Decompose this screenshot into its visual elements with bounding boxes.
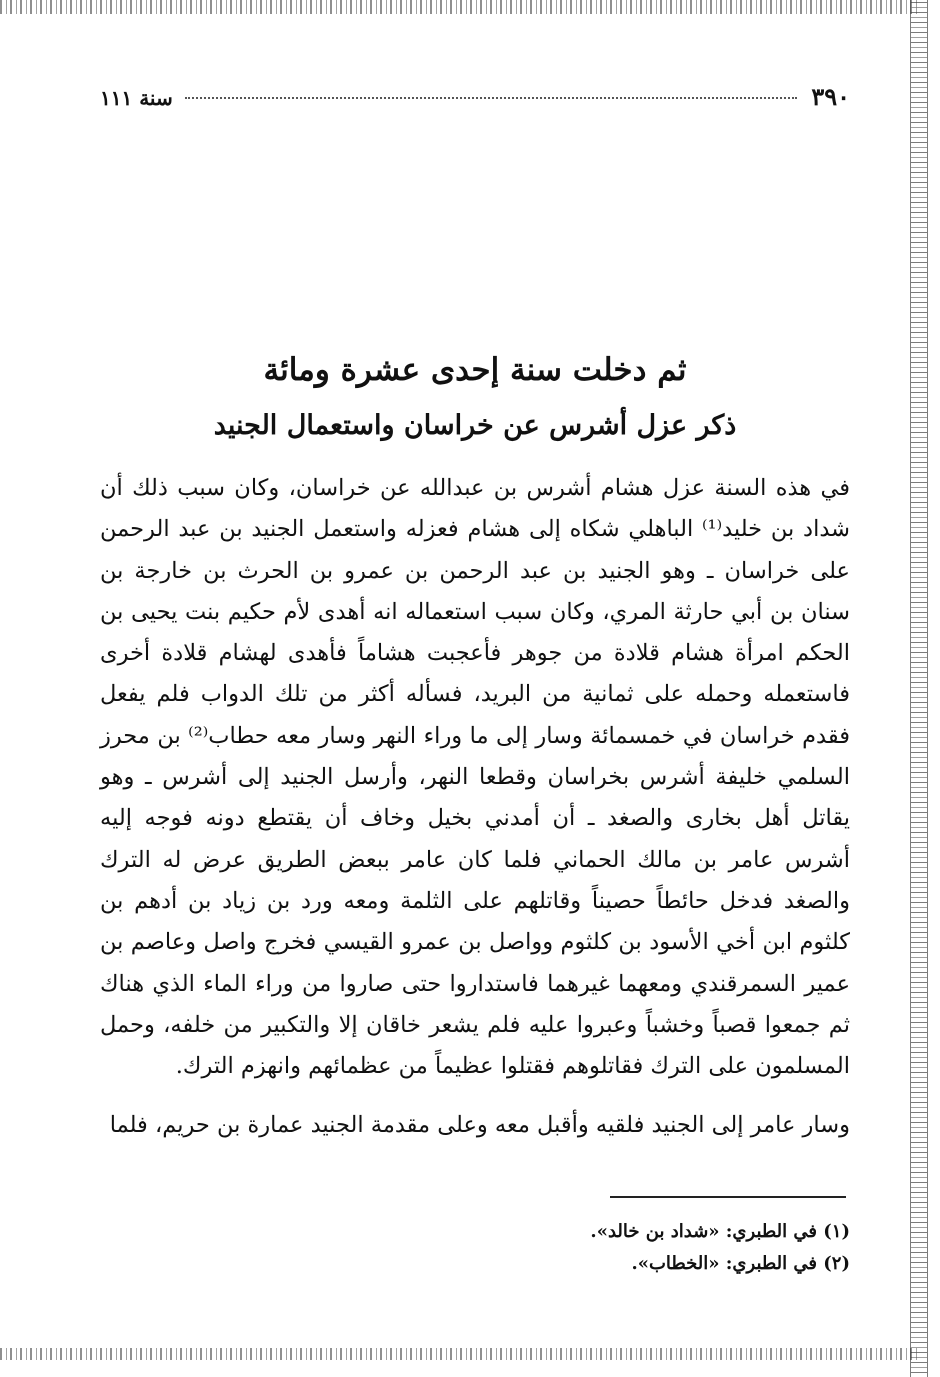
bottom-border-ornament [0,1348,920,1360]
footnotes [100,1216,850,1280]
footnote-separator [610,1196,846,1198]
footnote: (٢) في الطبري: «الخطاب». [631,1253,850,1274]
running-header [100,82,850,118]
header-dotted-rule [185,97,798,99]
section-title: ذكر عزل أشرس عن خراسان واستعمال الجنيد [213,410,737,441]
paragraph: في هذه السنة عزل هشام أشرس بن عبدالله عن خراسان، وكان سبب ذلك أن شداد بن خليد⁽¹⁾ الباهلي شكاه إلى هشام فعزله واستعمل الجنيد بن عبد الرحمن على خراسان ـ وهو الجنيد بن عبد الرحمن بن عمرو بن الحرث بن خارجة بن سنان بن أبي حارثة المري، وكان سبب استعماله انه أهدى لأم حكيم بنت يحيى بن الحكم امرأة هشام قلادة من جوهر فأعجبت هشاماً فأهدى لهشام قلادة أخرى فاستعمله وحمله على ثمانية من البريد، فسأله أكثر من تلك الدواب فلم يفعل فقدم خراسان في خمسمائة وسار إلى ما وراء النهر وسار معه حطاب⁽²⁾ بن محرز السلمي خليفة أشرس بخراسان وقطعا النهر، وأرسل الجنيد إلى أشرس ـ وهو يقاتل أهل بخارى والصغد ـ أن أمدني بخيل وخاف أن يقتطع دونه فوجه إليه أشرس عامر بن مالك الحماني فلما كان عامر ببعض الطريق عرض له الترك والصغد فدخل حائطاً حصيناً وقاتلهم على الثلمة ومعه ورد بن زياد بن أدهم بن كلثوم ابن أخي الأسود بن كلثوم وواصل بن عمرو القيسي فخرج واصل وعاصم بن عمير السمرقندي ومعهما غيرهما فاستداروا حتى صاروا من وراء الماء الذي هناك ثم جمعوا قصباً وخشباً وعبروا عليه فلم يشعر خاقان إلا والتكبير من خلفه، وحمل المسلمون على الترك فقاتلوهم فقتلوا عظيماً من عظمائهم وانهزم الترك. [100,475,850,1080]
top-border-ornament [0,0,920,14]
footnote: (١) في الطبري: «شداد بن خالد». [590,1221,850,1242]
page-number: ٣٩٠ [811,82,850,111]
right-border-ornament [910,0,928,1377]
paragraph: وسار عامر إلى الجنيد فلقيه وأقبل معه وعلى مقدمة الجنيد عمارة بن حريم، فلما [109,1112,850,1139]
running-year-label: سنة ١١١ [100,86,173,110]
body-text [100,468,850,1147]
book-page [100,70,850,1330]
chapter-title: ثم دخلت سنة إحدى عشرة ومائة [263,352,687,388]
